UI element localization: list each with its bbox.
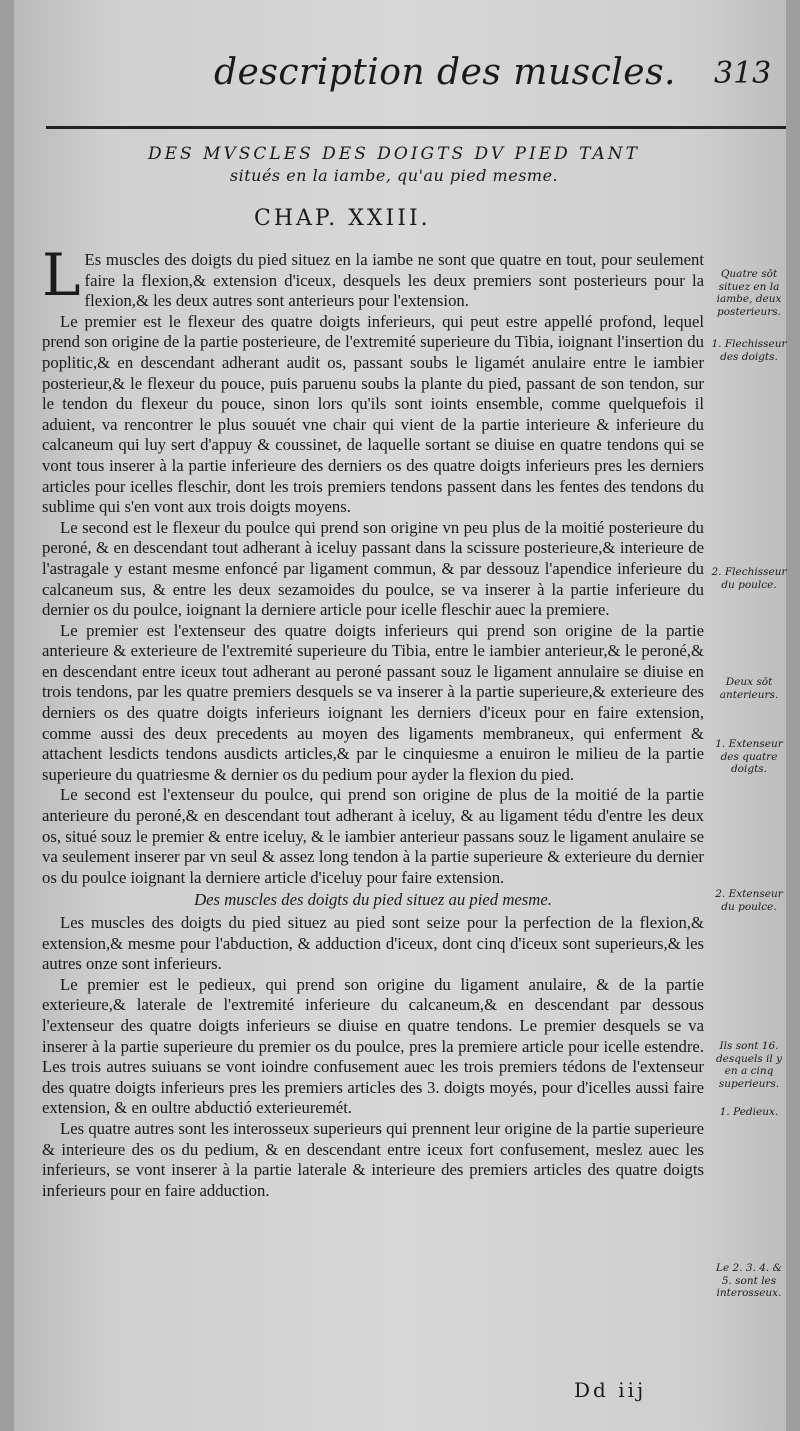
margin-note: 2. Flechisseur du poulce.	[711, 566, 787, 591]
margin-note: Ils sont 16. desquels il y en a cinq superieurs.	[715, 1040, 783, 1090]
margin-note: 1. Pedieux.	[719, 1106, 779, 1118]
page-number: 313	[714, 56, 772, 91]
margin-note: Quatre sōt situez en la iambe, deux posterieurs.	[716, 268, 782, 318]
paragraph-6: Les muscles des doigts du pied situez au pied sont seize pour la perfection de la flexion,& extension,& mesme pour l'abduction, & adduction d'iceux, dont cinq d'iceux sont superieurs,& les autres onze sont inferieurs.	[42, 913, 704, 974]
subheading: Des muscles des doigts du pied situez au pied mesme.	[194, 890, 552, 910]
paragraph-7: Le premier est le pedieux, qui prend son origine du ligament anulaire, & de la partie exterieure,& laterale de l'extremité inferieure du calcaneum,& en descendant par dessous l'extenseur des quatre doigts inferieurs se diuise en quatre tendons. Le premier desquels se va inserer à la partie superieure du premier os du poulce, pres la premiere article pour icelle estendre. Les trois autres suiuans se vont ioindre confusement auec les trois premiers tédons de l'extenseur des quatre doigts inferieurs pres les premiers articles des 3. doigts moyés, pour d'icelles aussi faire extension, & en oultre abductió exterieuremét.	[42, 974, 704, 1118]
paragraph-3: Le second est le flexeur du poulce qui prend son origine vn peu plus de la moitié posterieure du peroné, & en descendant tout adherant à iceluy passant dans la scissure posterieure,& interieure de l'astragale y estant mesme enfoncé par ligament commun, & par dessouz l'apendice inferieure du calcaneum sus, & entre les deux sezamoides du poulce, se va inserer à la partie inferieure du dernier os du poulce, ioignant la derniere article pour icelle fleschir auec la premiere.	[42, 517, 704, 620]
section-title-line2: situés en la iambe, qu'au pied mesme.	[229, 166, 559, 185]
margin-note: 2. Extenseur du poulce.	[715, 888, 783, 913]
signature-mark: Dd iij	[574, 1378, 647, 1402]
margin-note: 1. Flechisseur des doigts.	[711, 338, 787, 363]
body-text	[42, 241, 704, 1201]
chapter-heading: CHAP. XXIII.	[254, 206, 431, 231]
section-title-line1: DES MVSCLES DES DOIGTS DV PIED TANT	[147, 144, 641, 164]
running-title: description des muscles.	[214, 52, 676, 93]
paragraph-1: L Es muscles des doigts du pied situez en la iambe ne sont que quatre en tout, pour seulement faire la flexion,& extension d'iceux, desquels les deux premiers sont posterieurs pour la flexion,& les deux autres sont anterieurs pour l'extension.	[42, 241, 704, 311]
margin-note: Le 2. 3. 4. & 5. sont les interosseux.	[716, 1262, 782, 1299]
margin-note: 1. Extenseur des quatre doigts.	[715, 738, 783, 775]
paragraph-5: Le second est l'extenseur du poulce, qui prend son origine de plus de la moitié de la partie anterieure du peroné,& en descendant tout adherant à iceluy, & au ligament tédu d'entre les deux os, situé souz le premier & entre iceluy, & le iambier anterieur passans souz le ligament anulaire se va seulement inserer par vn seul & assez long tendon à la partie superieure & exterieure du dernier os du poulce ioignant la derniere article d'iceluy pour faire extension.	[42, 785, 704, 887]
margin-note: Deux sōt anterieurs.	[719, 676, 779, 701]
book-page	[14, 0, 786, 1431]
paragraph-2: Le premier est le flexeur des quatre doigts inferieurs, qui peut estre appellé profond, lequel prend son origine de la partie posterieure, de l'extremité superieure du Tibia, ioignant l'insertion du poplitic,& en descendant adherant audit os, passant soubs le ligamét anulaire entre le iambier posterieur,& le flexeur du pouce, puis paruenu soubs la plante du pied, passant de son tendon, sur le tendon du flexeur du pouce, sinon lors qu'ils sont ioints ensemble, comme quelquefois il aduient, va rencontrer le plus souuét vne chair qui vient de la partie interieure & inferieure du calcaneum qui luy sert d'appuy & coussinet, de laquelle sortant se diuise en quatre tendons qui se vont tous inserer à la partie inferieure des derniers os des quatre doigts inferieurs pres les derniers articles pour icelles fleschir, dont les trois premiers tendons passent dans les fentes des tendons du sublime qui s'en vont aux trois doigts moyens.	[42, 311, 704, 517]
paragraph-4: Le premier est l'extenseur des quatre doigts inferieurs qui prend son origine de la partie anterieure & exterieure de l'extremité superieure du Tibia, entre le iambier anterieur,& le peroné,& en descendant entre iceux tout adherant au peroné passant souz le ligament annulaire se diuise en trois tendons, par les quatre premiers desquels se va inserer à la partie superieure,& exterieure des derniers os des quatre doigts inferieurs ioignant les derniers d'iceux pour en faire extension, comme aussi des deux precedents au moyen des ligaments membraneux, qui enferment & attachent lesdicts tendons ausdicts articles,& par le cinquiesme a enuiron le milieu de la partie superieure du quatriesme & dernier os du pedium pour ayder la flexion du pied.	[42, 620, 704, 784]
header-rule	[46, 126, 786, 129]
section-title	[74, 143, 714, 187]
paragraph-8: Les quatre autres sont les interosseux superieurs qui prennent leur origine de la partie superieure & interieure des os du pedium, & en descendant entre iceux fort confusement, meslez auec les inferieurs, se vont inserer à la partie laterale & interieure des premiers articles des quatre doigts inferieurs pour en faire adduction.	[42, 1118, 704, 1200]
drop-cap: L	[42, 241, 81, 309]
